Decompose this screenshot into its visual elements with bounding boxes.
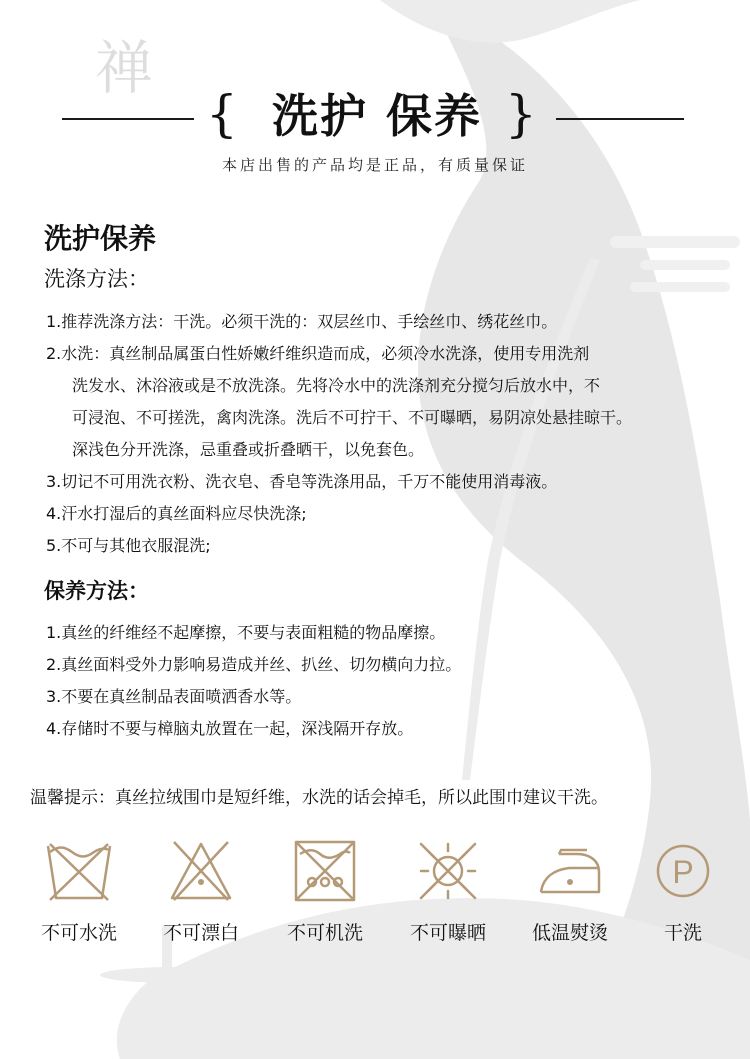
dry-clean-label: 干洗 bbox=[663, 922, 702, 944]
title-brace-right: } bbox=[505, 85, 537, 143]
list-item: 4.存储时不要与樟脑丸放置在一起，深浅隔开存放。 bbox=[46, 719, 414, 738]
page-title: 洗护 保养 bbox=[271, 89, 482, 143]
care-symbols bbox=[0, 838, 750, 958]
care-heading: 洗护保养 bbox=[44, 222, 157, 255]
no-wash-icon bbox=[44, 838, 114, 904]
maintenance-method-heading: 保养方法： bbox=[44, 578, 149, 603]
no-bleach-label: 不可漂白 bbox=[162, 922, 239, 944]
page-title-row bbox=[0, 82, 750, 152]
list-item: 洗发水、沐浴液或是不放洗涤。先将冷水中的洗涤剂充分搅匀后放水中，不 bbox=[72, 376, 601, 395]
list-item: 2.水洗：真丝制品属蛋白性娇嫩纤维织造而成，必须冷水洗涤，使用专用洗剂 bbox=[46, 344, 590, 363]
title-brace-left: { bbox=[206, 85, 238, 143]
no-sun-dry-icon bbox=[413, 838, 483, 904]
svg-text:禅: 禅 bbox=[95, 34, 154, 102]
dry-clean-icon bbox=[648, 838, 718, 904]
list-item: 1.真丝的纤维经不起摩擦，不要与表面粗糙的物品摩擦。 bbox=[46, 623, 446, 642]
list-item: 3.不要在真丝制品表面喷洒香水等。 bbox=[46, 687, 302, 706]
no-machine-wash-label: 不可机洗 bbox=[286, 922, 363, 944]
svg-text:P: P bbox=[672, 854, 694, 890]
list-item: 可浸泡、不可搓洗，禽肉洗涤。洗后不可拧干、不可曝晒，易阴凉处悬挂晾干。 bbox=[72, 408, 633, 427]
no-machine-wash-icon bbox=[290, 838, 360, 904]
title-decoration-left bbox=[62, 118, 194, 120]
care-symbol-no-wash bbox=[17, 838, 141, 958]
care-symbol-no-bleach bbox=[139, 838, 263, 958]
care-symbol-no-sun-dry bbox=[386, 838, 510, 958]
title-decoration-right bbox=[556, 118, 684, 120]
care-symbol-low-temp-iron bbox=[508, 838, 632, 958]
list-item: 5.不可与其他衣服混洗; bbox=[46, 536, 211, 555]
wash-method-list bbox=[46, 306, 726, 562]
list-item: 2.真丝面料受外力影响易造成并丝、扒丝、切勿横向力拉。 bbox=[46, 655, 462, 674]
no-sun-dry-label: 不可曝晒 bbox=[409, 922, 486, 944]
care-symbol-no-machine-wash bbox=[263, 838, 387, 958]
page-subtitle: 本店出售的产品均是正品，有质量保证 bbox=[221, 156, 528, 174]
low-temp-iron-label: 低温熨烫 bbox=[531, 922, 608, 944]
low-temp-iron-icon bbox=[535, 838, 605, 904]
maintenance-method-list bbox=[46, 617, 726, 745]
no-wash-label: 不可水洗 bbox=[40, 922, 117, 944]
list-item: 1.推荐洗涤方法：干洗。必须干洗的：双层丝巾、手绘丝巾、绣花丝巾。 bbox=[46, 312, 558, 331]
list-item: 4.汗水打湿后的真丝面料应尽快洗涤; bbox=[46, 504, 307, 523]
wash-method-heading: 洗涤方法： bbox=[44, 267, 149, 291]
no-bleach-icon bbox=[166, 838, 236, 904]
care-symbol-dry-clean bbox=[621, 838, 745, 958]
warm-tip: 温馨提示：真丝拉绒围巾是短纤维，水洗的话会掉毛，所以此围巾建议干洗。 bbox=[30, 788, 608, 808]
list-item: 3.切记不可用洗衣粉、洗衣皂、香皂等洗涤用品，千万不能使用消毒液。 bbox=[46, 472, 558, 491]
list-item: 深浅色分开洗涤，忌重叠或折叠晒干，以免套色。 bbox=[72, 440, 425, 459]
